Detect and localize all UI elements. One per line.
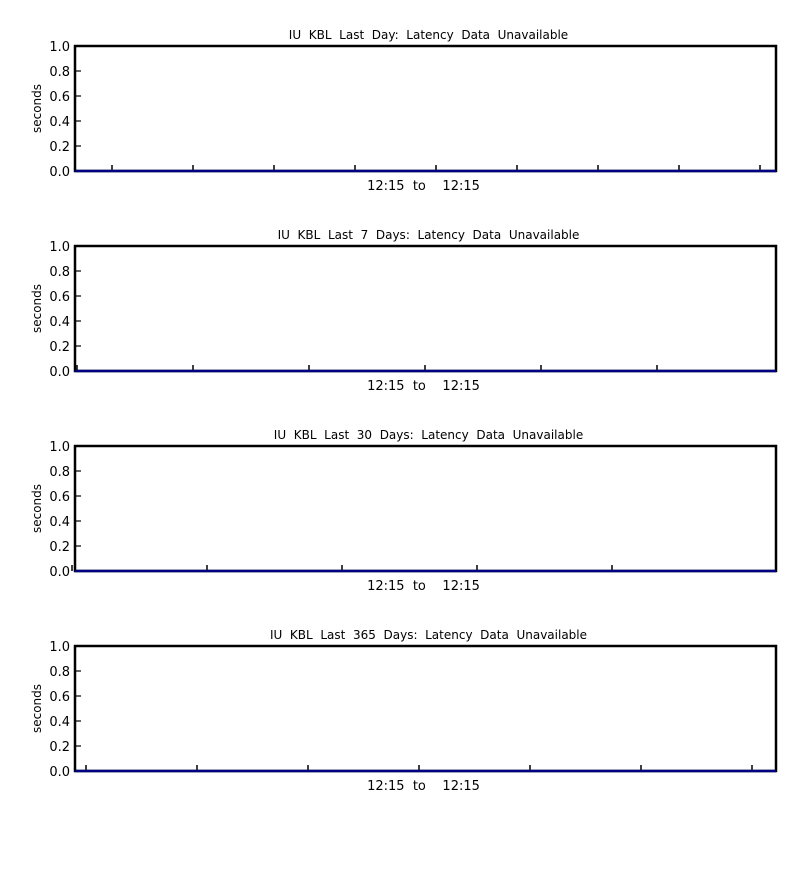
x-range-label: 12:15 to 12:15 (367, 179, 480, 194)
x-range-label: 12:15 to 12:15 (367, 779, 480, 794)
x-range-label: 12:15 to 12:15 (367, 579, 480, 594)
y-tick-label: 0.2 (49, 340, 70, 355)
y-tick-label: 0.0 (49, 565, 70, 580)
y-tick-label: 0.8 (49, 465, 70, 480)
y-axis-label: seconds (30, 483, 44, 534)
plot-frame (75, 246, 776, 371)
chart-panel (30, 28, 776, 194)
y-tick-label: 0.4 (49, 115, 70, 130)
chart-panel (30, 428, 776, 594)
chart-panel (30, 228, 776, 394)
y-tick-label: 0.8 (49, 665, 70, 680)
y-tick-label: 0.0 (49, 165, 70, 180)
y-axis-label: seconds (30, 83, 44, 134)
y-tick-label: 0.2 (49, 140, 70, 155)
y-tick-label: 0.6 (49, 490, 70, 505)
y-tick-label: 0.4 (49, 315, 70, 330)
y-tick-label: 0.0 (49, 365, 70, 380)
y-axis-label: seconds (30, 683, 44, 734)
plot-frame (75, 646, 776, 771)
y-tick-label: 1.0 (49, 640, 70, 655)
y-tick-label: 0.6 (49, 690, 70, 705)
chart-title: IU KBL Last 30 Days: Latency Data Unavailable (273, 428, 584, 442)
plot-frame (75, 46, 776, 171)
y-tick-label: 1.0 (49, 40, 70, 55)
y-tick-label: 0.6 (49, 90, 70, 105)
y-tick-label: 0.2 (49, 540, 70, 555)
chart-title: IU KBL Last 365 Days: Latency Data Unavailable (269, 628, 588, 642)
y-tick-label: 0.0 (49, 765, 70, 780)
chart-title: IU KBL Last Day: Latency Data Unavailable (288, 28, 569, 42)
plot-frame (75, 446, 776, 571)
x-range-label: 12:15 to 12:15 (367, 379, 480, 394)
y-tick-label: 0.8 (49, 265, 70, 280)
y-tick-label: 0.4 (49, 515, 70, 530)
y-tick-label: 1.0 (49, 240, 70, 255)
y-tick-label: 0.6 (49, 290, 70, 305)
y-tick-label: 0.4 (49, 715, 70, 730)
y-tick-label: 0.2 (49, 740, 70, 755)
chart-panel (30, 628, 776, 794)
y-tick-label: 1.0 (49, 440, 70, 455)
chart-title: IU KBL Last 7 Days: Latency Data Unavailable (277, 228, 580, 242)
y-tick-label: 0.8 (49, 65, 70, 80)
y-axis-label: seconds (30, 283, 44, 334)
